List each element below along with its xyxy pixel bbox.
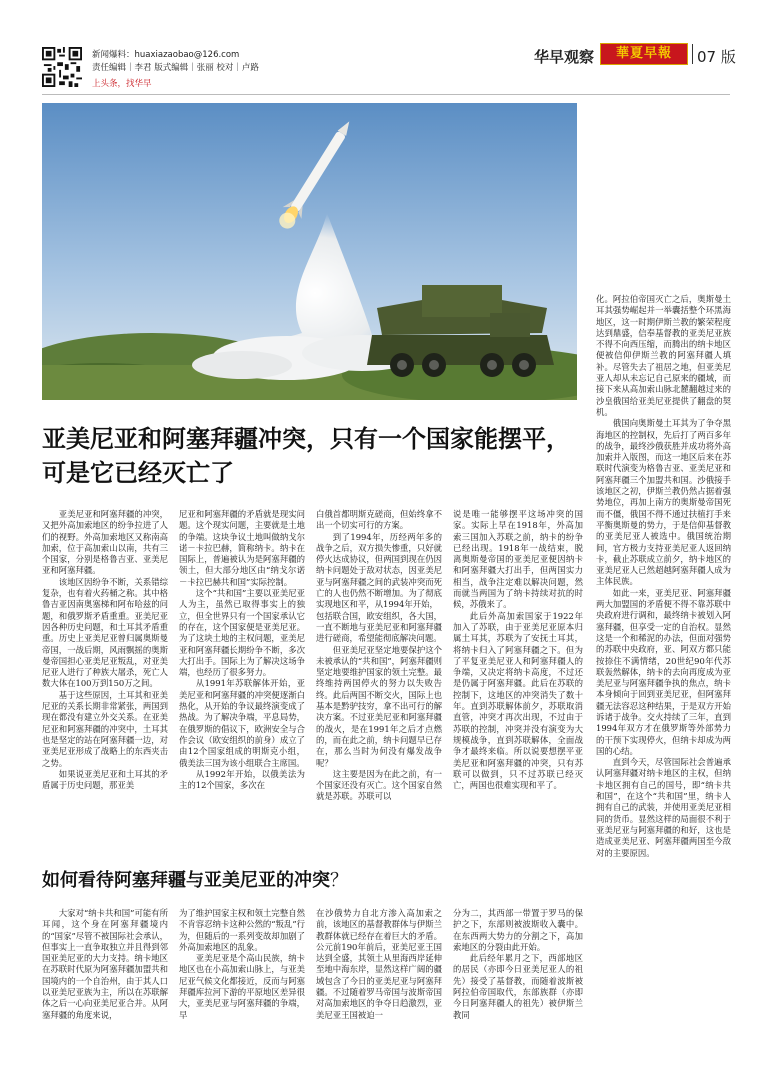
article1-headline: 亚美尼亚和阿塞拜疆冲突，只有一个国家能摆平，可是它已经灭亡了 — [42, 425, 570, 487]
article2-paragraph: 大家对“纳卡共和国”可能有所耳闻，这个身在阿塞拜疆境内的“国家”尽管不被国际社会承认，但事实上一直争取独立并且得到邻国亚美尼亚的大力支持。纳卡地区在苏联时代原为阿塞拜疆加盟共和国境内的一个自治州，由于其人口以亚美尼亚族为主，所以在苏联解体之后一心向亚美尼亚合并。从阿塞拜疆的角度来说， — [42, 908, 168, 1020]
article1-paragraph: 尼亚和阿塞拜疆的矛盾就是现实问题。这个现实问题，主要就是土地的争端。这块争议土地叫做纳戈尔诺－卡拉巴赫，简称纳卡。纳卡在国际上，普遍被认为是阿塞拜疆的领土，但大部分地区由“纳戈尔诺－卡拉巴赫共和国”实际控制。 — [179, 509, 305, 587]
article2-headline-qmark: ？ — [330, 870, 348, 891]
article1-paragraph: 到了1994年，历经两年多的战争之后，双方损失惨重，只好就停火达成协议，但两国到现在仍因纳卡问题处于敌对状态，因亚美尼亚与阿塞拜疆之间的武装冲突而死亡的人也仍然不断增加。为了彻底实现地区和平，从1994年开始， — [316, 531, 442, 610]
article2-headline — [42, 868, 582, 894]
article1-paragraph: 从1991年苏联解体开始，亚美尼亚和阿塞拜疆的冲突便逐渐白热化，从开始的争议最终演变成了热战。为了解决争端，平息局势，在俄罗斯的倡议下，欧洲安全与合作会议（欧安组织的前身）成立了由12个国家组成的明斯克小组，俄美法三国为该小组联合主席国。 — [179, 678, 305, 768]
article2-paragraph: 分为二，其西部一带置于罗马的保护之下，东部则被波斯收入囊中。在东西两大势力的分割之下，高加索地区的分裂由此开始。 — [453, 908, 583, 952]
article2-column-1 — [42, 908, 168, 1068]
sidebar-paragraph: 俄国向奥斯曼土耳其为了争夺黑海地区的控制权，先后打了两百多年的战争，最终沙俄获胜并成功将外高加索并入版图，而这一地区后来在苏联时代演变为格鲁吉亚、亚美尼亚和阿塞拜疆三个加盟共和国。沙俄接手该地区之初，伊斯兰教仍然占据着强势地位，再加上南方的奥斯曼帝国死而不僵，俄国不得不通过扶植打手来平衡奥斯曼的势力，于是信仰基督教的亚美尼亚人被选中。俄国统治期间，官方极力支持亚美尼亚人返回纳卡，截止苏联成立前夕，纳卡地区的亚美尼亚人已然超越阿塞拜疆人成为主体民族。 — [596, 418, 731, 587]
article1-paragraph: 白俄首都明斯克磋商，但始终拿不出一个切实可行的方案。 — [316, 509, 442, 531]
article1-paragraph: 这主要是因为在此之前，有一个国家还没有灭亡。这个国家自然就是苏联。苏联可以 — [316, 768, 442, 802]
article1-paragraph: 包括联合国，欧安组织，各大国，一直不断地与亚美尼亚和阿塞拜疆进行磋商，希望能彻底解决问题。 — [316, 610, 442, 644]
article2-headline-text: 如何看待阿塞拜疆与亚美尼亚的冲突 — [42, 870, 330, 891]
article2-column-2 — [179, 908, 305, 1068]
article1-paragraph: 基于这些原因，土耳其和亚美尼亚的关系长期非常紧张，两国到现在都没有建立外交关系。在亚美尼亚和阿塞拜疆的冲突中，土耳其也是坚定的站在阿塞拜疆一边，对亚美尼亚形成了战略上的东西夹击之势。 — [42, 689, 168, 768]
article1-paragraph: 该地区因纷争不断，关系错综复杂，也有着火药桶之称。其中格鲁吉亚因南奥塞梯和阿布哈兹的问题，和俄罗斯矛盾重重。亚美尼亚因各种历史问题，和土耳其矛盾重重。历史上亚美尼亚曾归属奥斯曼帝国，一战后期，风雨飘摇的奥斯曼帝国担心亚美尼亚叛乱，对亚美尼亚人进行了种族大屠杀，死亡人数大体在100万到150万之间。 — [42, 576, 168, 689]
article1-paragraph: 此后外高加索国家于1922年加入了苏联，由于亚美尼亚原本归属土耳其，苏联为了安抚土耳其，将纳卡归入了阿塞拜疆之下。但为了平复亚美尼亚人和阿塞拜疆人的争端，又决定将纳卡高度，不过还是仍属于阿塞拜疆。此后在苏联的控制下，这地区的冲突消失了数十年。直到苏联解体前夕，苏联取消直管，冲突才再次出现，不过由于苏联的控制，冲突并没有演变为大规模战争，直到苏联解体，全面战争才最终来临。所以说要想摆平亚美尼亚和阿塞拜疆的冲突，只有苏联可以做到，只不过苏联已经灭亡，两国也很难实现和平了。 — [453, 610, 583, 791]
article1-paragraph: 但亚美尼亚坚定地要保护这个未被承认的“共和国”，阿塞拜疆则坚定地要维护国家的领土完整。最终维持两国停火的努力以失败告终。此后两国不断交火，国际上也基本是黔驴技穷，拿不出可行的解决方案。不过亚美尼亚和阿塞拜疆的战火，是在1991年之后才点燃的，而在此之前，纳卡问题早已存在，那么当时为何没有爆发战争呢？ — [316, 644, 442, 768]
header-divider — [692, 44, 693, 64]
article1-column-4 — [453, 509, 583, 854]
article1-column-3 — [316, 509, 442, 854]
sidebar-paragraph: 直到今天，尽管国际社会普遍承认阿塞拜疆对纳卡地区的主权，但纳卡地区拥有自己的国号，即“纳卡共和国”，在这个“共和国”里，纳卡人拥有自己的武装，并使用亚美尼亚相同的货币。显然这样的局面很不利于亚美尼亚与阿塞拜疆的和好，这也是造成亚美尼亚、阿塞拜疆两国至今敌对的主要原因。 — [596, 757, 731, 858]
article2-paragraph: 亚美尼亚是个高山民族，纳卡地区也在小高加索山脉上，与亚美尼亚气候文化都接近，反而与阿塞拜疆库拉河下游的平原地区差异很大，亚美尼亚与阿塞拜疆的争端，早 — [179, 953, 305, 1020]
section-title: 华早观察 — [534, 48, 595, 66]
sidebar-column — [596, 294, 731, 858]
article1-paragraph: 说是唯一能够摆平这场冲突的国家。实际上早在1918年，外高加索三国加入苏联之前，纳卡的纷争已经出现。1918年一战结束，脱离奥斯曼帝国的亚美尼亚便因纳卡和阿塞拜疆大打出手，但两国实力相当，战争注定难以解决问题，然而就当两国为了纳卡持续对抗的时候，苏俄来了。 — [453, 509, 583, 610]
article1-paragraph: 亚美尼亚和阿塞拜疆的冲突，又把外高加索地区的纷争拉进了人们的视野。外高加索地区又称南高加索，位于高加索山以南，共有三个国家，分别是格鲁吉亚、亚美尼亚和阿塞拜疆。 — [42, 509, 168, 576]
page-number: 07 版 — [697, 48, 736, 66]
article2-paragraph: 为了维护国家主权和领土完整自然不肯容忍纳卡这种公然的“叛乱”行为，但随后的一系列变故却加剧了外高加索地区的乱象。 — [179, 908, 305, 952]
article2-column-3 — [316, 908, 442, 1068]
header-tagline: 上头条，找华早 — [92, 79, 152, 89]
article1-paragraph: 如果说亚美尼亚和土耳其的矛盾属于历史问题，那亚美 — [42, 768, 168, 791]
article1-column-2 — [179, 509, 305, 854]
header-rule — [42, 94, 730, 95]
sidebar-paragraph: 化。阿拉伯帝国灭亡之后，奥斯曼土耳其强势崛起并一举囊括整个环黑海地区，这一时期伊斯兰教的繁荣程度达到鼎盛，信奉基督教的亚美尼亚族不得不向西压缩，而腾出的纳卡地区便被信仰伊斯兰教的阿塞拜疆人填补。尽管失去了祖居之地，但亚美尼亚人却从未忘记自己原来的疆域，而接下来从高加索山脉北麓翻越过来的沙皇俄国给亚美尼亚提供了翻盘的契机。 — [596, 294, 731, 417]
editor-credits: 责任编辑｜李君 版式编辑｜张丽 校对｜卢路 — [92, 63, 259, 73]
qr-code-icon — [42, 47, 82, 87]
news-hotline: 新闻爆料：huaxiazaobao@126.com — [92, 50, 240, 60]
sidebar-paragraph: 如此一来，亚美尼亚、阿塞拜疆两大加盟国的矛盾便不得不靠苏联中央政府进行调和，最终纳卡被划入阿塞拜疆，但享受一定的自治权。显然这是一个和稀泥的办法，但面对强势的苏联中央政府，亚、阿双方都只能按捺住不满情绪，20世纪90年代苏联轰然解体，纳卡的去向再度成为亚美尼亚与阿塞拜疆争执的焦点，纳卡本身倾向于回到亚美尼亚，但阿塞拜疆无法容忍这种结果，于是双方开始诉诸于战争。交火持续了三年，直到1994年双方才在俄罗斯等外部势力的干预下实现停火，但纳卡却成为两国的心结。 — [596, 587, 731, 756]
masthead-logo: 華夏早報 — [600, 43, 688, 65]
article1-paragraph: 从1992年开始，以俄美法为主的12个国家，多次在 — [179, 768, 305, 791]
missile-launch-photo — [42, 103, 577, 400]
article1-column-1 — [42, 509, 168, 854]
article2-paragraph: 在沙俄势力自北方渗入高加索之前，该地区的基督教群体与伊斯兰教群体就已经存在着巨大的矛盾。公元前190年前后，亚美尼亚王国达到全盛，其领土从里海西岸延伸至地中海东岸，显然这样广阔的疆域包含了今日的亚美尼亚与阿塞拜疆。不过随着罗马帝国与波斯帝国对高加索地区的争夺日趋激烈，亚美尼亚王国被迫一 — [316, 908, 442, 1020]
qr-code[interactable] — [42, 47, 82, 87]
article1-paragraph: 这个“共和国”主要以亚美尼亚人为主，虽然已取得事实上的独立，但全世界只有一个国家承认它的存在，这个国家便是亚美尼亚。为了这块土地的主权问题，亚美尼亚和阿塞拜疆长期纷争不断，多次大打出手。国际上为了解决这场争端，也经历了很多努力。 — [179, 588, 305, 678]
article2-column-4 — [453, 908, 583, 1068]
article2-paragraph: 此后经年累月之下，西部地区的居民（亦即今日亚美尼亚人的祖先）接受了基督教，而随着波斯被阿拉伯帝国取代，东部族群（亦即今日阿塞拜疆人的祖先）被伊斯兰教同 — [453, 953, 583, 1020]
